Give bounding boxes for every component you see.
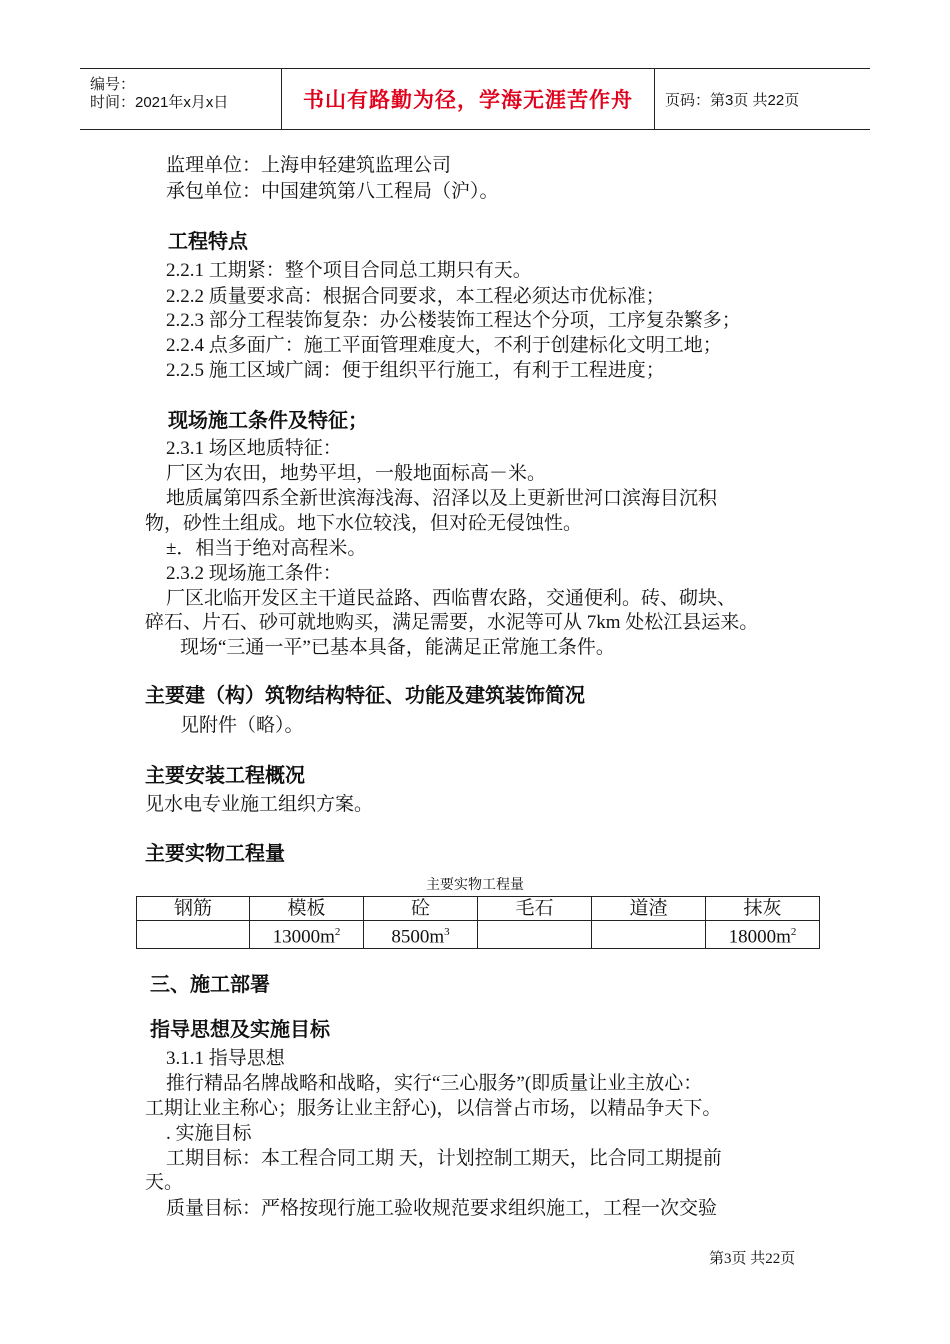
table-value-cell: $13000m^2$ <box>250 921 364 949</box>
table-header-cell: 抹灰 <box>706 897 820 921</box>
table-caption: 主要实物工程量 <box>426 878 524 893</box>
heading-installation: 主要安装工程概况 <box>145 765 305 787</box>
motto-text: 书山有路勤为径，学海无涯苦作舟 <box>303 89 633 112</box>
header-page-info: 页码：第3页 共22页 <box>665 91 800 109</box>
feature-item-2: 2.2.2 质量要求高：根据合同要求，本工程必须达市优标准； <box>166 286 665 307</box>
table-header-cell: 模板 <box>250 897 364 921</box>
condition-site-line2: 碎石、片石、砂可就地购买，满足需要，水泥等可从 7km 处松江县运来。 <box>145 612 759 633</box>
schedule-target-line1: 工期目标：本工程合同工期 天，计划控制工期天，比合同工期提前 <box>166 1148 722 1169</box>
table-header-cell: 砼 <box>364 897 478 921</box>
table-value-cell: $18000m^2$ <box>706 921 820 949</box>
condition-elevation: ±．相当于绝对高程米。 <box>166 538 367 559</box>
condition-geology-line1: 地质属第四系全新世滨海浅海、沼泽以及上更新世河口滨海目沉积 <box>166 488 718 509</box>
feature-item-3: 2.2.3 部分工程装饰复杂：办公楼装饰工程达个分项，工序复杂繁多； <box>166 310 741 331</box>
feature-item-5: 2.2.5 施工区域广阔：便于组织平行施工，有利于工程进度； <box>166 360 665 381</box>
table-header-cell: 毛石 <box>478 897 592 921</box>
table-value-row <box>137 921 820 949</box>
footer-page-info: 第3页 共22页 <box>709 1251 796 1267</box>
table-value-cell <box>137 921 250 949</box>
heading-section-3: 三、施工部署 <box>150 974 270 996</box>
guidance-line1: 推行精品名牌战略和战略，实行“三心服务”(即质量让业主放心： <box>166 1073 703 1094</box>
structure-note: 见附件（略）。 <box>180 715 304 736</box>
condition-geology-title: 2.3.1 场区地质特征： <box>166 438 342 459</box>
table-header-row <box>137 897 820 921</box>
document-time-label: 时间：2021年x月x日 <box>90 94 229 111</box>
condition-geology-line2: 物，砂性土组成。地下水位较浅，但对砼无侵蚀性。 <box>145 513 583 534</box>
heading-guidance: 指导思想及实施目标 <box>150 1019 330 1041</box>
quality-target-line: 质量目标：严格按现行施工验收规范要求组织施工，工程一次交验 <box>166 1198 718 1219</box>
feature-item-4: 2.2.4 点多面广：施工平面管理难度大，不利于创建标化文明工地； <box>166 335 722 356</box>
quantities-table <box>136 896 820 949</box>
heading-structure: 主要建（构）筑物结构特征、功能及建筑装饰简况 <box>145 685 585 707</box>
table-header-cell: 钢筋 <box>137 897 250 921</box>
document-number-label: 编号： <box>90 76 136 93</box>
header-motto-cell <box>281 69 655 129</box>
table-value-cell <box>478 921 592 949</box>
contractor-line: 承包单位：中国建筑第八工程局（沪）。 <box>166 181 499 202</box>
schedule-target-line2: 天。 <box>145 1172 184 1193</box>
condition-site-line3: 现场“三通一平”已基本具备，能满足正常施工条件。 <box>180 637 615 658</box>
targets-title: . 实施目标 <box>166 1123 252 1144</box>
table-value-cell: $8500m^3$ <box>364 921 478 949</box>
condition-site-line1: 厂区北临开发区主干道民益路、西临曹农路，交通便利。砖、砌块、 <box>166 588 737 609</box>
guidance-title: 3.1.1 指导思想 <box>166 1048 285 1069</box>
page-header <box>80 68 870 130</box>
heading-conditions: 现场施工条件及特征； <box>168 410 368 432</box>
heading-quantities: 主要实物工程量 <box>145 843 285 865</box>
condition-terrain: 厂区为农田，地势平坦，一般地面标高－米。 <box>166 463 547 484</box>
header-page-cell <box>655 69 880 129</box>
heading-features: 工程特点 <box>168 231 248 253</box>
condition-site-title: 2.3.2 现场施工条件： <box>166 563 342 584</box>
feature-item-1: 2.2.1 工期紧：整个项目合同总工期只有天。 <box>166 260 532 281</box>
header-meta <box>80 69 280 129</box>
installation-note: 见水电专业施工组织方案。 <box>145 794 374 815</box>
table-header-cell: 道渣 <box>592 897 706 921</box>
table-value-cell <box>592 921 706 949</box>
guidance-line2: 工期让业主称心；服务让业主舒心)，以信誉占市场，以精品争天下。 <box>145 1098 722 1119</box>
supervisor-line: 监理单位：上海申轻建筑监理公司 <box>166 155 452 176</box>
